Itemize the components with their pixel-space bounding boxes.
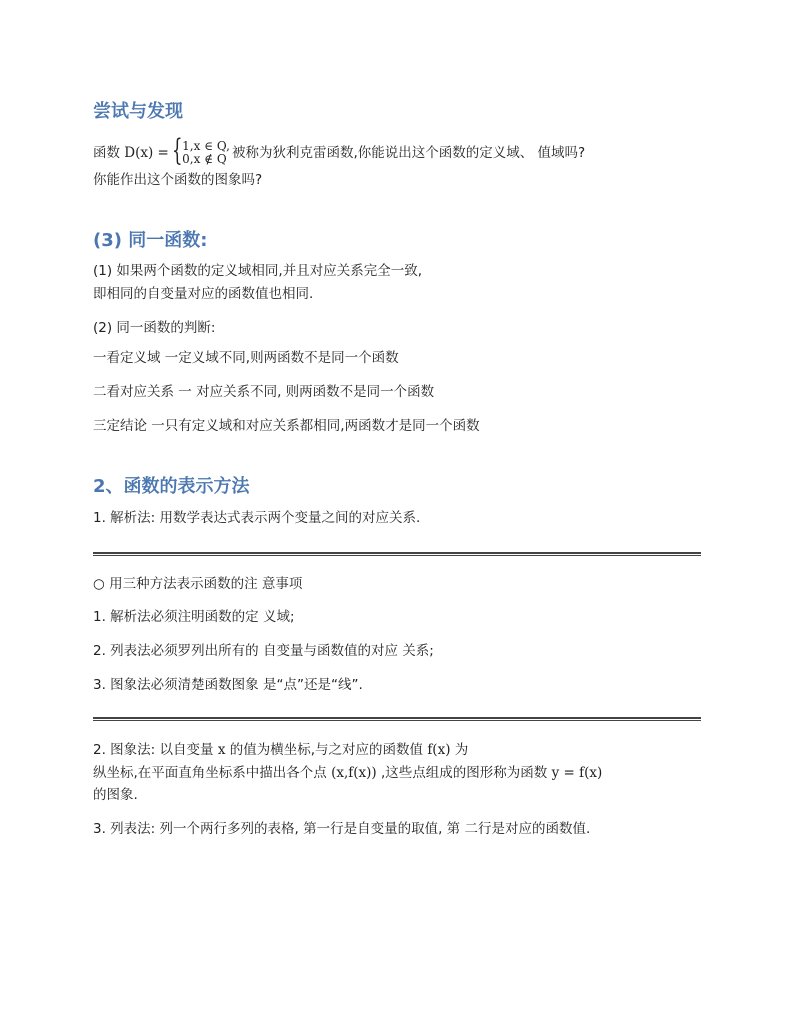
method-table: 3. 列表法: 列一个两行多列的表格, 第一行是自变量的取值, 第 二行是对应的函数值.: [93, 821, 591, 837]
note-graph: 3. 图象法必须清楚函数图象 是“点”还是“线”.: [93, 677, 363, 693]
method-analytic: 1. 解析法: 用数学表达式表示两个变量之间的对应关系.: [93, 510, 421, 526]
judge-step-mapping: 二看对应关系 一 对应关系不同, 则两函数不是同一个函数: [93, 384, 435, 400]
same-function-def-line1: (1) 如果两个函数的定义域相同,并且对应关系完全一致,: [93, 263, 422, 279]
method-graph-line1: [93, 740, 468, 760]
dirichlet-graph-question: 你能作出这个函数的图象吗?: [93, 172, 263, 188]
expr-point: (x,f(x)): [331, 765, 377, 781]
graph-text-a: 2. 图象法: 以自变量: [93, 742, 218, 758]
method-graph-line3: 的图象.: [93, 787, 138, 803]
heading-representation: 2、函数的表示方法: [93, 476, 250, 497]
dirichlet-fn-left: D(x) =: [124, 145, 169, 161]
note-analytic: 1. 解析法必须注明函数的定 义域;: [93, 609, 295, 625]
note-table: 2. 列表法必须罗列出所有的 自变量与函数值的对应 关系;: [93, 643, 434, 659]
graph-text-e: ,这些点组成的图形称为函数: [376, 765, 552, 781]
graph-text-c: 为: [450, 742, 469, 758]
dirichlet-suffix: 被称为狄利克雷函数,你能说出这个函数的定义域、 值域吗?: [231, 145, 586, 161]
dirichlet-prefix: 函数: [93, 145, 125, 161]
graph-text-d: 纵坐标,在平面直角坐标系中描出各个点: [93, 765, 332, 781]
dirichlet-case-rational: 1,x ∈ Q,: [182, 139, 230, 153]
dirichlet-case-irrational: 0,x ∉ Q: [182, 152, 227, 166]
divider-bottom: [93, 717, 701, 721]
same-function-judge-title: (2) 同一函数的判断:: [93, 320, 216, 336]
notes-title: ○ 用三种方法表示函数的注 意事项: [93, 576, 303, 592]
var-x: x: [217, 742, 226, 758]
heading-same-function: (3) 同一函数:: [93, 230, 208, 251]
expr-fx: f(x): [427, 742, 451, 758]
judge-step-conclusion: 三定结论 一只有定义域和对应关系都相同,两函数才是同一个函数: [93, 418, 480, 434]
expr-yfx: y = f(x): [551, 765, 603, 781]
brace-symbol: {: [172, 133, 183, 168]
dirichlet-piecewise: [172, 133, 230, 168]
graph-text-b: 的值为横坐标,与之对应的函数值: [225, 742, 428, 758]
dirichlet-question-line: [93, 133, 586, 168]
method-graph-line2: [93, 763, 602, 783]
same-function-def-line2: 即相同的自变量对应的函数值也相同.: [93, 286, 314, 302]
judge-step-domain: 一看定义域 一定义域不同,则两函数不是同一个函数: [93, 350, 399, 366]
heading-try-discover: 尝试与发现: [93, 101, 183, 122]
divider-top: [93, 552, 701, 556]
